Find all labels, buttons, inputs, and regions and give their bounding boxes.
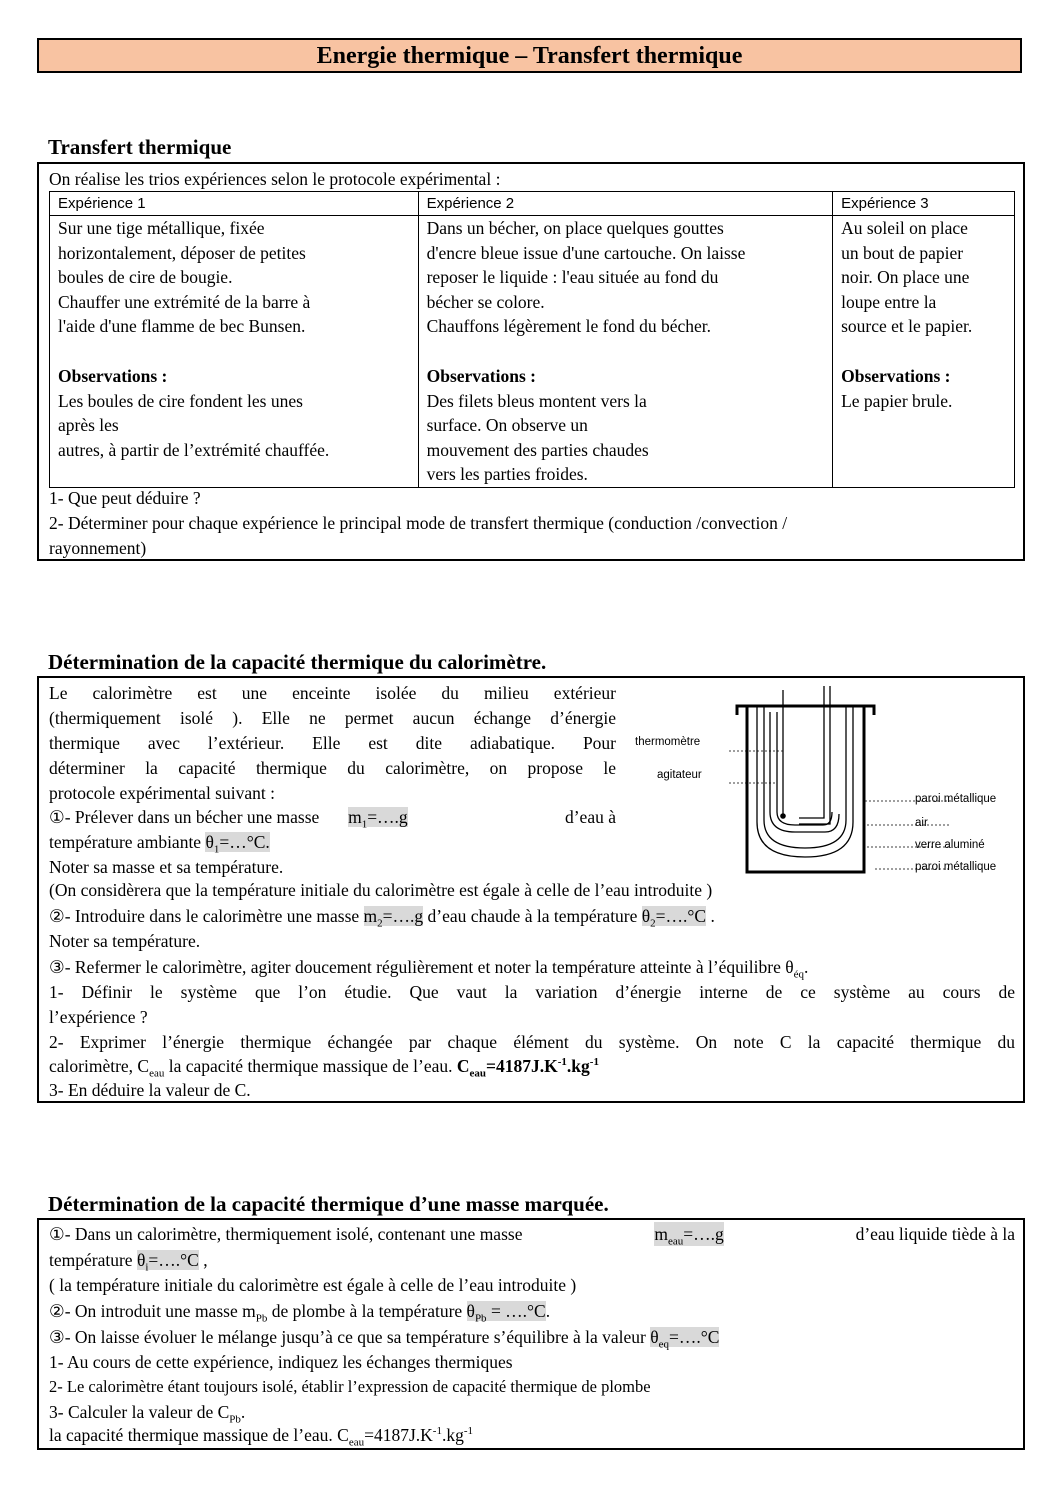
exp2-obs: vers les parties froides. — [426, 464, 588, 485]
s3-line5: ③- On laisse évoluer le mélange jusqu’à ce que sa température s’équilibre à la valeur $\theta_{eq}=\dots.^\circ C$ — [49, 1327, 720, 1351]
exp1-text: l'aide d'une flamme de bec Bunsen. — [58, 316, 306, 337]
exp1-text: Chauffer une extrémité de la barre à — [58, 291, 311, 312]
note-line: (On considèrera que la température initiale du calorimètre est égale à celle de l’eau introduite ) — [49, 880, 713, 900]
exp1-text: horizontalement, déposer de petites — [58, 242, 306, 263]
calorimetre-box — [37, 676, 1025, 1103]
calo-text: protocole expérimental suivant : — [49, 783, 275, 803]
exp3-text: noir. On place une — [841, 267, 970, 288]
exp3-text: source et le papier. — [841, 316, 973, 337]
diagram-label-agitateur: agitateur — [657, 769, 702, 781]
exp3-header: Expérience 3 — [833, 192, 1015, 216]
exp1-text: Sur une tige métallique, fixée — [58, 218, 265, 238]
temp-thetaeq-field: $\theta_{eq}=\dots.^\circ C$ — [650, 1327, 720, 1351]
exp2-text: reposer le liquide : l'eau située au fond du — [426, 267, 719, 288]
diagram-label-paroi1: paroi métallique — [915, 793, 997, 805]
mass-m2-field: $m_2=\dots.g$ — [363, 906, 424, 930]
temp-thetapb-field: $\theta_{Pb}$ = ….°C — [466, 1301, 546, 1325]
s3-line6: 1- Au cours de cette expérience, indiquez les échanges thermiques — [49, 1352, 513, 1372]
exp3-text: un bout de papier — [841, 242, 964, 263]
temp-thetai-field: $\theta_i=\dots.^\circ C$ — [136, 1250, 199, 1274]
exp2-text: Dans un bécher, on place quelques gouttes — [426, 218, 724, 238]
exp1-obs: autres, à partir de l’extrémité chauffée. — [58, 439, 330, 460]
q3-line: 3- En déduire la valeur de C. — [49, 1080, 251, 1100]
step1-line: ①- Prélever dans un bécher une masse $m_1=\dots.g$ d’eau à — [49, 807, 616, 831]
diagram-label-verre: verre aluminé — [915, 839, 985, 851]
experiences-table — [49, 191, 1015, 488]
step2-line2: Noter sa température. — [49, 931, 201, 951]
q1-line2: l’expérience ? — [49, 1007, 148, 1027]
section-heading-masse-marquee: Détermination de la capacité thermique d’une masse marquée. — [48, 1192, 609, 1216]
exp1-header: Expérience 1 — [50, 192, 419, 216]
temp-theta1-field: $\theta_1=\dots^\circ C$. — [205, 832, 270, 856]
exp2-obs: mouvement des parties chaudes — [426, 439, 649, 460]
exp2-obs-label: Observations : — [426, 365, 536, 386]
exp3-text: loupe entre la — [841, 291, 937, 312]
exp3-obs-label: Observations : — [841, 365, 951, 386]
s3-line9: la capacité thermique massique de l’eau. $C_{eau}=4187J.K^{-1}.kg^{-1}$ — [49, 1425, 473, 1449]
transfert-box — [37, 162, 1025, 561]
q2-line: 2- Exprimer l’énergie thermique échangée par chaque élément du système. On note C la capacité thermique du — [49, 1032, 1015, 1052]
question-2-cont: rayonnement) — [49, 538, 147, 558]
calo-text: déterminer la capacité thermique du calorimètre, on propose le — [49, 758, 616, 778]
step1-line2: température ambiante $\theta_1=\dots^\circ C$. — [49, 832, 270, 856]
s3-line1: ①- Dans un calorimètre, thermiquement isolé, contenant une masse $m_{eau}=\dots.g$ d’eau liquide tiède à la — [49, 1224, 1015, 1248]
exp1-obs: après les — [58, 415, 119, 436]
calo-text: Le calorimètre est une enceinte isolée du milieu extérieur — [49, 683, 616, 703]
q1-line: 1- Définir le système que l’on étudie. Que vaut la variation d’énergie interne de ce système au cours de — [49, 982, 1015, 1002]
diagram-label-air: air — [915, 817, 928, 829]
exp2-text: d'encre bleue issue d'une cartouche. On laisse — [426, 242, 746, 263]
section-heading-calorimetre: Détermination de la capacité thermique du calorimètre. — [48, 650, 547, 674]
mass-m1-field: $m_1=\dots.g$ — [348, 807, 408, 831]
diagram-label-paroi2: paroi métallique — [915, 861, 997, 873]
temp-theta2-field: $\theta_2=\dots.^\circ C$ — [641, 906, 707, 930]
s3-line4: ②- On introduit une masse $m_{Pb}$ de plombe à la température $\theta_{Pb}$ = ….°C. — [49, 1301, 551, 1325]
exp2-text: Chauffons légèrement le fond du bécher. — [426, 316, 712, 337]
question-1: 1- Que peut déduire ? — [49, 488, 201, 508]
diagram-label-thermometre: thermomètre — [635, 736, 701, 748]
s3-line2: température $\theta_i=\dots.^\circ C$ , — [49, 1250, 208, 1274]
step3-line: ③- Refermer le calorimètre, agiter doucement régulièrement et noter la température atteinte à l’équilibre $\theta_{éq}$. — [49, 957, 809, 981]
step1-line3: Noter sa masse et sa température. — [49, 857, 284, 877]
exp2-text: bécher se colore. — [426, 291, 545, 312]
exp2-cell — [418, 216, 833, 488]
calo-text: thermique avec l’extérieur. Elle est dite adiabatique. Pour — [49, 733, 616, 753]
mass-meau-field: $m_{eau}=\dots.g$ — [654, 1224, 724, 1248]
exp1-cell — [50, 216, 419, 488]
question-2: 2- Déterminer pour chaque expérience le principal mode de transfert thermique (conduction /convection / — [49, 513, 788, 533]
intro-text: On réalise les trios expériences selon le protocole expérimental : — [49, 169, 501, 189]
exp2-header: Expérience 2 — [418, 192, 833, 216]
step2-line: ②- Introduire dans le calorimètre une masse $m_2=\dots.g$ d’eau chaude à la température $\theta_2=\dots.^\circ C$ . — [49, 906, 715, 930]
exp2-obs: Des filets bleus montent vers la — [426, 390, 647, 411]
s3-line8: 3- Calculer la valeur de $C_{Pb}$. — [49, 1402, 246, 1426]
s3-line7: 2- Le calorimètre étant toujours isolé, établir l’expression de capacité thermique de plombe — [49, 1377, 651, 1396]
s3-line3: ( la température initiale du calorimètre est égale à celle de l’eau introduite ) — [49, 1275, 577, 1295]
calo-text: (thermiquement isolé ). Elle ne permet aucun échange d’énergie — [49, 708, 616, 728]
masse-marquee-box — [37, 1218, 1025, 1450]
section-heading-transfert: Transfert thermique — [48, 135, 232, 159]
exp3-obs: Le papier brule. — [841, 390, 953, 411]
page-title: Energie thermique – Transfert thermique — [37, 38, 1022, 73]
exp1-text: boules de cire de bougie. — [58, 267, 233, 288]
exp2-obs: surface. On observe un — [426, 415, 588, 436]
exp1-obs-label: Observations : — [58, 365, 168, 386]
exp1-obs: Les boules de cire fondent les unes — [58, 390, 303, 411]
exp3-cell — [833, 216, 1015, 488]
q2-line2: calorimètre, $C_{eau}$ la capacité thermique massique de l’eau. $C_{eau}=4187J.K^{-1}.kg^{-1}$ — [49, 1056, 599, 1080]
exp3-text: Au soleil on place — [841, 218, 968, 238]
